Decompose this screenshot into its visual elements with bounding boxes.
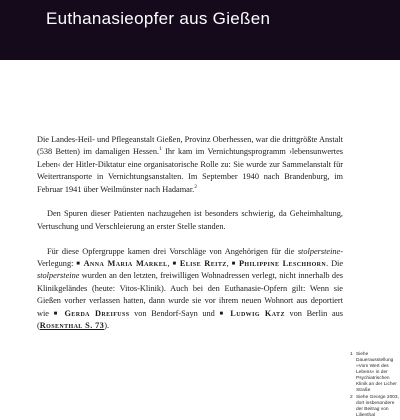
footnote-text: Siehe Dauerausstellung »Vom Wert des Lebens« in der Psychiatrischen Klinik an der Licher Straße <box>356 352 397 393</box>
square-bullet-icon: ■ <box>53 310 60 317</box>
separator: , <box>167 259 173 269</box>
p3-italic-2: stolpersteine <box>37 271 80 281</box>
square-bullet-icon: ■ <box>172 261 177 268</box>
p3-text-6: von Berlin aus ( <box>37 308 344 331</box>
name-anna-maria-markel: Anna Maria Markel <box>83 259 168 269</box>
paragraph-3 <box>37 246 343 333</box>
paragraph-1-part-1: Die Landes-Heil- und Pflegeanstalt Gießen, Provinz Oberhessen, war die drittgrößte Anstalt (538 Betten) im damaligen Hessen. <box>37 135 343 157</box>
footnote-text: Siehe George 2003, dort insbesondere der Beitrag von Lilienthal <box>356 395 399 418</box>
body-text <box>37 134 343 332</box>
square-bullet-icon: ■ <box>219 310 226 317</box>
header-band <box>0 0 400 60</box>
footnote-ref-2[interactable]: 2 <box>194 183 197 190</box>
footnote-number: 2 <box>350 395 353 400</box>
footnote-number: 1 <box>350 352 353 357</box>
p3-text-5: von Bendorf-Sayn und <box>129 308 220 318</box>
name-philippine-leschhorn: Philippine Leschhorn <box>238 259 327 269</box>
page-title: Euthanasieopfer aus Gießen <box>46 9 271 28</box>
p3-text-4: wurden an den letzten, freiwilligen Wohnadressen verlegt, nicht innerhalb des Klinikgeländes (heute: Vitos-Klinik). Auch bei den Euthanasie-Opfern gilt: Wenn sie Gießen vorher verlassen hatten, dann wurde sie vor ihrem neuen Wohnort aus deportiert wie <box>37 271 343 318</box>
p3-text-3: . Die <box>326 259 344 269</box>
name-gerda-dreifuss: Gerda Dreifuss <box>64 308 130 318</box>
p3-text-7: ). <box>104 321 110 331</box>
paragraph-1-part-2: Ihr kam im Vernichtungsprogramm ›lebensunwertes Leben‹ der Hitler-Diktatur eine organisatorische Rolle zu: Sie wurde zur Sammelanstalt für Weitertransporte in Vernichtungsanstalten. Im September 1940 nach Brandenburg, im Februar 1941 über Weilmünster nach Hadamar. <box>37 147 343 194</box>
cross-reference-rosenthal[interactable]: Rosenthal S. 73 <box>39 321 105 331</box>
separator: , <box>226 259 232 269</box>
paragraph-1 <box>37 134 343 196</box>
footnote-ref-1[interactable]: 1 <box>159 146 162 153</box>
square-bullet-icon: ■ <box>76 261 81 268</box>
footnotes <box>350 352 400 420</box>
paragraph-2: Den Spuren dieser Patienten nachzugehen ist besonders schwierig, da Geheimhaltung, Vertuschung und Verschleierung an erster Stelle standen. <box>37 209 343 231</box>
p3-text-1: Für diese Opfergruppe kamen drei Vorschläge von Angehörigen für die <box>47 246 298 256</box>
square-bullet-icon: ■ <box>231 261 237 268</box>
footnote-1 <box>350 352 400 394</box>
footnote-2 <box>350 395 400 419</box>
p3-text-2: -Verlegung: <box>37 246 343 269</box>
name-elise-reitz: Elise Reitz <box>179 259 227 269</box>
p3-italic-1: stolpersteine <box>297 246 341 256</box>
name-ludwig-katz: Ludwig Katz <box>230 308 285 318</box>
